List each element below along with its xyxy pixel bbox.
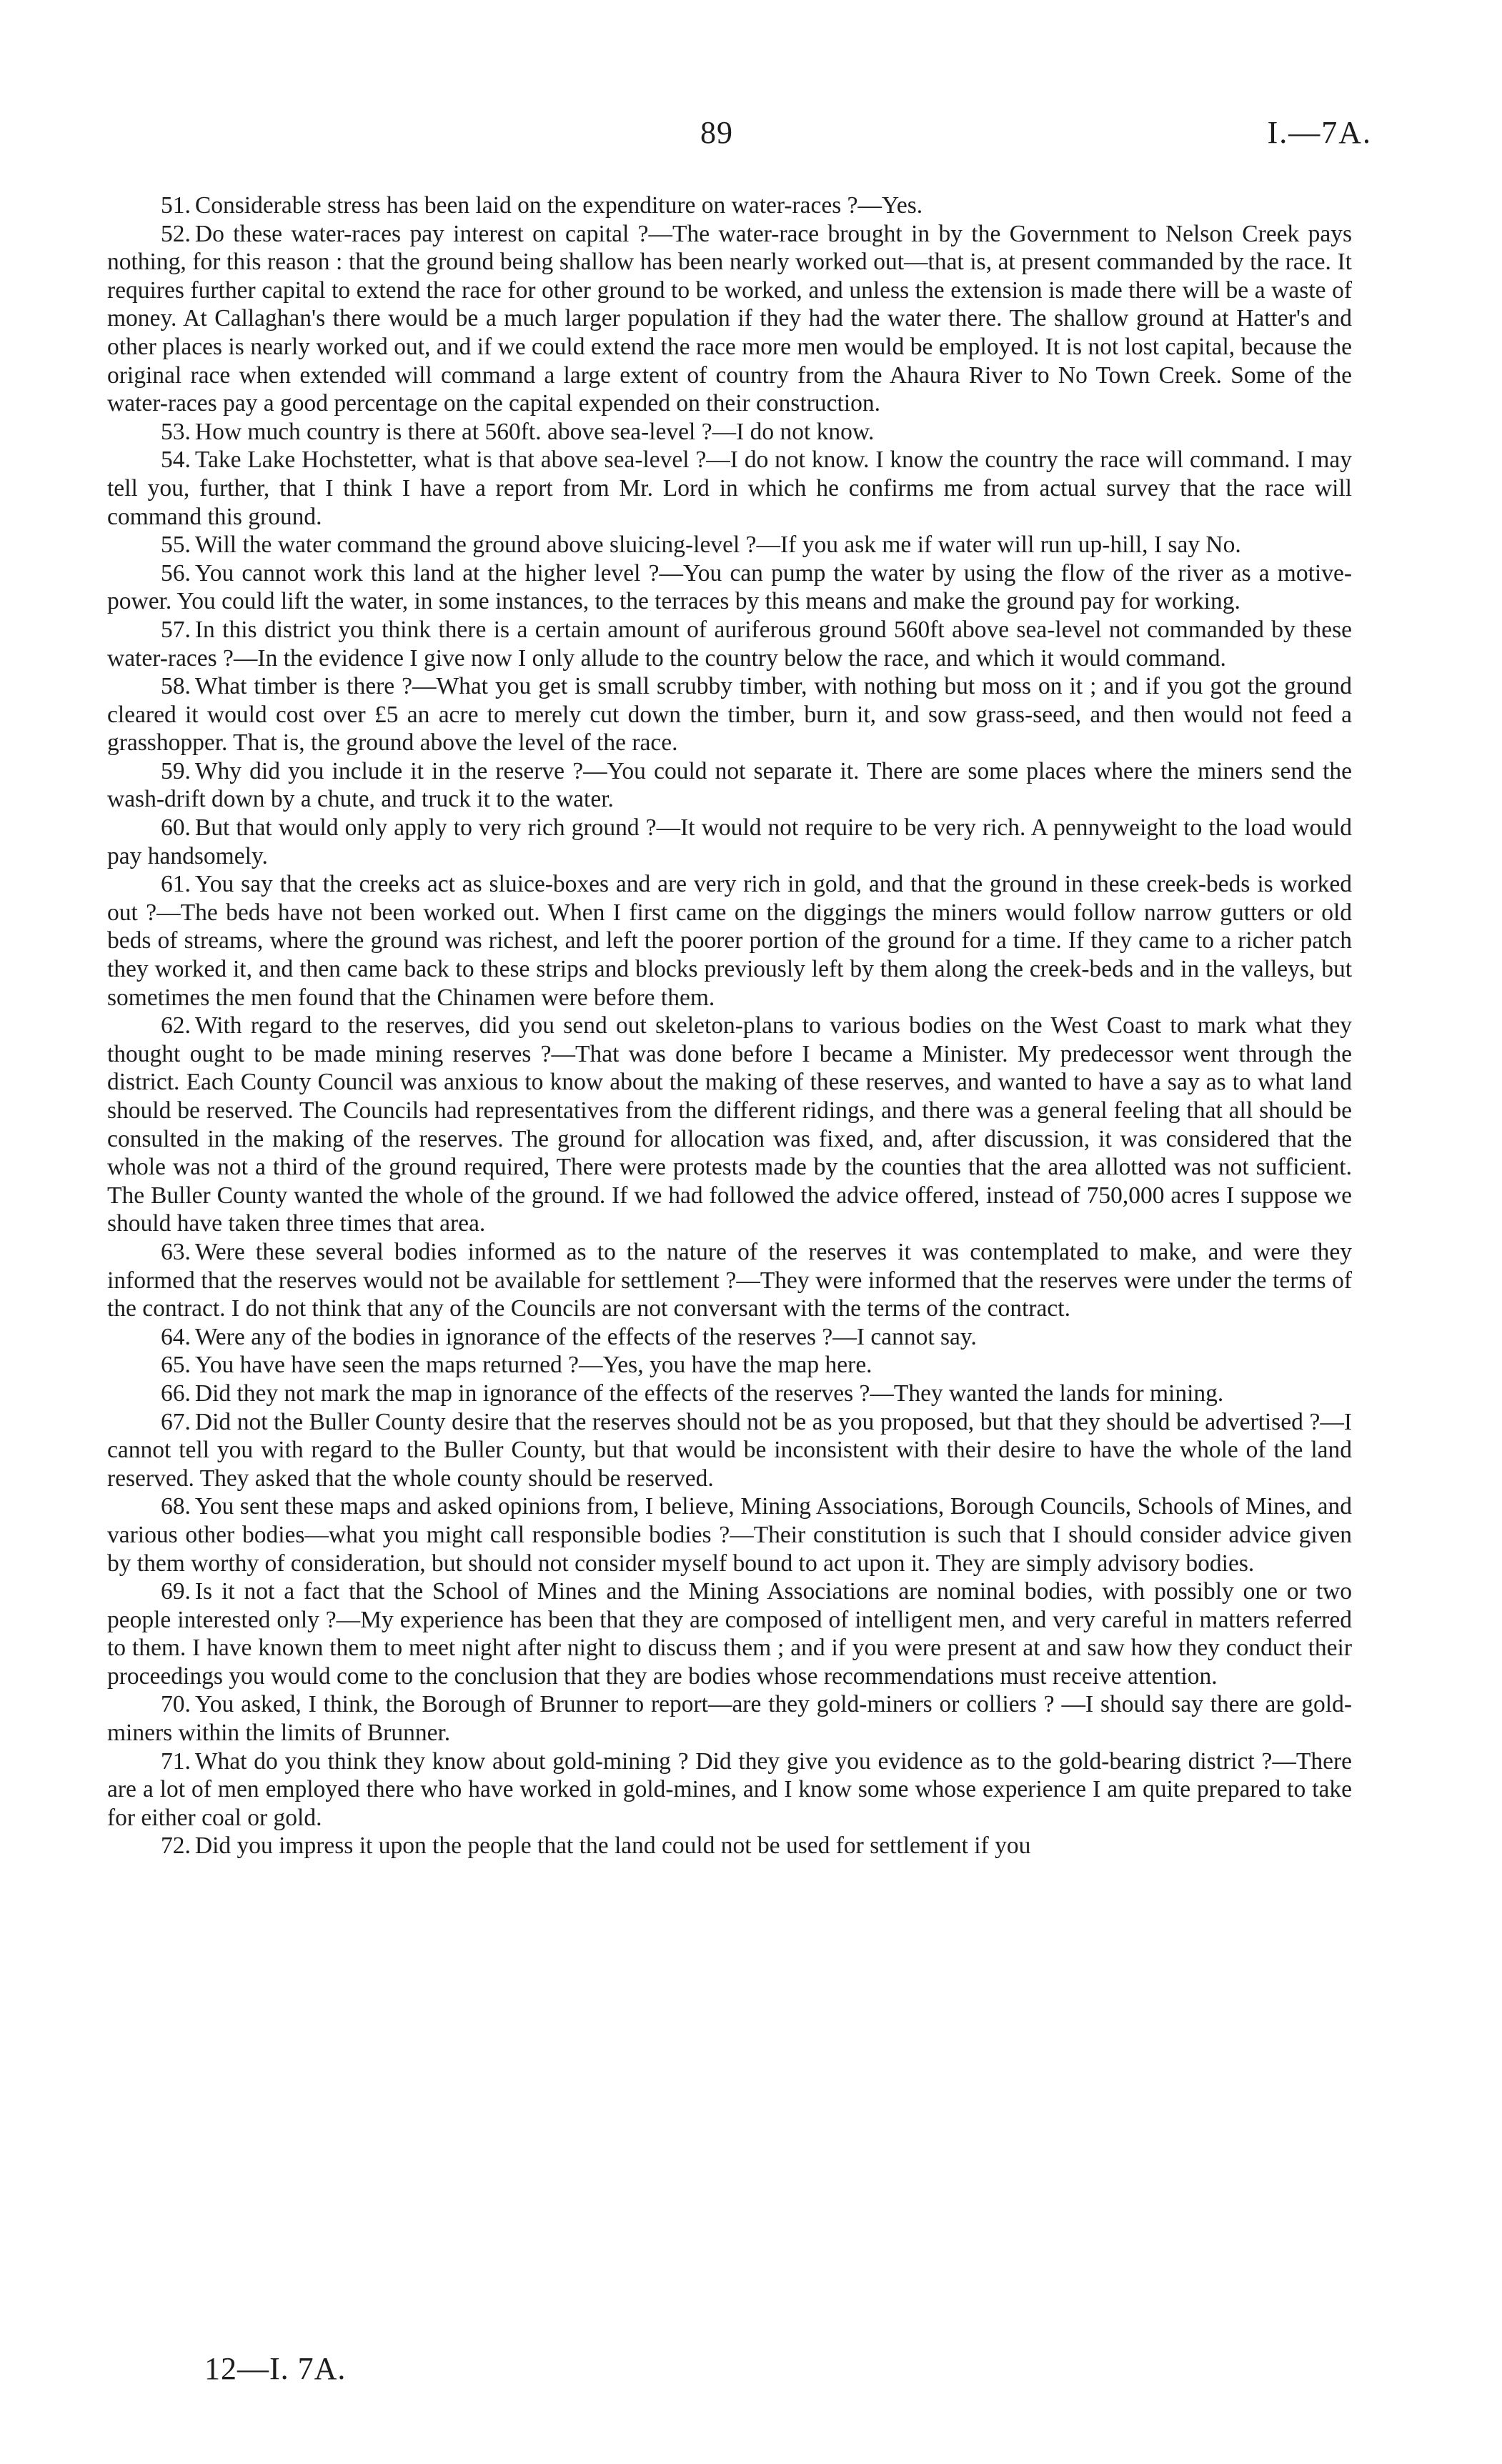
- question-paragraph: [107, 191, 1352, 220]
- page-number: 89: [700, 115, 733, 150]
- question-text: With regard to the reserves, did you send out skeleton-plans to various bodies on the West Coast to mark what they thought ought to be made mining reserves ?—That was done before I became a Minister. My predecessor went through the district. Each County Council was anxious to know about the making of these reserves, and wanted to have a say as to what land should be reserved. The Councils had representatives from the different ridings, and there was a general feeling that all should be consulted in the making of the reserves. The ground for allocation was fixed, and, after discussion, it was considered that the whole was not a third of the ground required, There were protests made by the counties that the area allotted was not sufficient. The Buller County wanted the whole of the ground. If we had followed the advice offered, instead of 750,000 acres I suppose we should have taken three times that area.: [107, 1012, 1352, 1237]
- question-text: What do you think they know about gold-mining ? Did they give you evidence as to the gold-bearing district ?—There are a lot of men employed there who have worked in gold-mines, and I know some whose experience I am quite prepared to take for either coal or gold.: [107, 1747, 1352, 1831]
- question-paragraph: [107, 814, 1352, 870]
- question-paragraph: [107, 531, 1352, 559]
- question-text: Will the water command the ground above sluicing-level ?—If you ask me if water will run up-hill, I say No.: [194, 532, 1241, 559]
- question-number: 58.: [161, 673, 191, 700]
- body-text: [107, 191, 1352, 1860]
- signature-mark: 12—I. 7A.: [204, 2351, 347, 2386]
- question-text: In this district you think there is a certain amount of auriferous ground 560ft above sea-level not commanded by these water-races ?—In the evidence I give now I only allude to the country below the race, and which it would command.: [107, 616, 1352, 672]
- question-number: 71.: [161, 1747, 191, 1775]
- question-number: 65.: [161, 1352, 191, 1379]
- question-paragraph: [107, 1238, 1352, 1323]
- page-header: [0, 114, 1502, 164]
- question-text: Did you impress it upon the people that the land could not be used for settlement if you: [194, 1832, 1031, 1860]
- question-paragraph: [107, 1323, 1352, 1352]
- question-text: Were these several bodies informed as to the nature of the reserves it was contemplated to make, and were they informed that the reserves would not be available for settlement ?—They were informed that the reserves were under the terms of the contract. I do not think that any of the Councils are not conversant with the terms of the contract.: [107, 1238, 1352, 1322]
- question-text: How much country is there at 560ft. above sea-level ?—I do not know.: [194, 418, 875, 445]
- question-number: 53.: [161, 418, 191, 445]
- question-number: 55.: [161, 532, 191, 559]
- question-paragraph: [107, 1408, 1352, 1493]
- question-number: 69.: [161, 1578, 191, 1605]
- question-text: But that would only apply to very rich ground ?—It would not require to be very rich. A pennyweight to the load would pay handsomely.: [107, 814, 1352, 869]
- question-text: Did not the Buller County desire that the reserves should not be as you proposed, but that they should be advertised ?—I cannot tell you with regard to the Buller County, but that would be inconsistent with their desire to have the whole of the land reserved. They asked that the whole county should be reserved.: [107, 1408, 1352, 1492]
- question-paragraph: [107, 1492, 1352, 1577]
- question-paragraph: [107, 446, 1352, 531]
- question-paragraph: [107, 1690, 1352, 1747]
- question-paragraph: [107, 1380, 1352, 1408]
- question-number: 72.: [161, 1832, 191, 1860]
- question-paragraph: [107, 1012, 1352, 1238]
- question-paragraph: [107, 1832, 1352, 1860]
- question-number: 68.: [161, 1493, 191, 1520]
- question-number: 62.: [161, 1012, 191, 1039]
- question-paragraph: [107, 1351, 1352, 1380]
- question-text: You say that the creeks act as sluice-boxes and are very rich in gold, and that the ground in these creek-beds is worked out ?—The beds have not been worked out. When I first came on the diggings the miners would follow narrow gutters or old beds of streams, where the ground was richest, and left the poorer portion of the ground for a time. If they came to a richer patch they worked it, and then came back to these strips and blocks previously left by them along the creek-beds and in the valleys, but sometimes the men found that the Chinamen were before them.: [107, 871, 1352, 1011]
- question-paragraph: [107, 616, 1352, 672]
- document-reference: I.—7A.: [1267, 115, 1372, 150]
- question-text: Why did you include it in the reserve ?—You could not separate it. There are some places where the miners send the wash-drift down by a chute, and truck it to the water.: [107, 757, 1352, 813]
- question-number: 51.: [161, 192, 191, 219]
- question-paragraph: [107, 870, 1352, 1012]
- question-text: Take Lake Hochstetter, what is that above sea-level ?—I do not know. I know the country the race will command. I may tell you, further, that I think I have a report from Mr. Lord in which he confirms me from actual survey that the race will command this ground.: [107, 447, 1352, 530]
- question-text: You sent these maps and asked opinions from, I believe, Mining Associations, Borough Councils, Schools of Mines, and various other bodies—what you might call responsible bodies ?—Their constitution is such that I should consider advice given by them worthy of consideration, but should not consider myself bound to act upon it. They are simply advisory bodies.: [107, 1493, 1352, 1577]
- question-number: 61.: [161, 871, 191, 898]
- question-paragraph: [107, 559, 1352, 616]
- question-number: 56.: [161, 559, 191, 587]
- question-number: 63.: [161, 1238, 191, 1265]
- question-number: 64.: [161, 1323, 191, 1350]
- question-paragraph: [107, 1577, 1352, 1690]
- question-number: 67.: [161, 1408, 191, 1435]
- question-text: You asked, I think, the Borough of Brunner to report—are they gold-miners or colliers ? —I should say there are gold-miners within the limits of Brunner.: [107, 1691, 1352, 1747]
- question-text: You cannot work this land at the higher level ?—You can pump the water by using the flow of the river as a motive-power. You could lift the water, in some instances, to the terraces by this means and make the ground pay for working.: [107, 559, 1352, 615]
- question-text: What timber is there ?—What you get is small scrubby timber, with nothing but moss on it ; and if you got the ground cleared it would cost over £5 an acre to merely cut down the timber, burn it, and sow grass-seed, and then would not feed a grasshopper. That is, the ground above the level of the race.: [107, 673, 1352, 757]
- question-number: 54.: [161, 447, 191, 474]
- question-text: Is it not a fact that the School of Mines and the Mining Associations are nominal bodies, with possibly one or two people interested only ?—My experience has been that they are composed of intelligent men, and very careful in matters referred to them. I have known them to meet night after night to discuss them ; and if you were present at and saw how they conduct their proceedings you would come to the conclusion that they are bodies whose recommendations must receive attention.: [107, 1578, 1352, 1690]
- question-number: 59.: [161, 757, 191, 784]
- question-text: Do these water-races pay interest on capital ?—The water-race brought in by the Government to Nelson Creek pays nothing, for this reason : that the ground being shallow has been nearly worked out—that is, at present commanded by the race. It requires further capital to extend the race for other ground to be worked, and unless the extension is made there will be a waste of money. At Callaghan's there would be a much larger population if they had the water there. The shallow ground at Hatter's and other places is nearly worked out, and if we could extend the race more men would be employed. It is not lost capital, because the original race when extended will command a large extent of country from the Ahaura River to No Town Creek. Some of the water-races pay a good percentage on the capital expended on their construction.: [107, 220, 1352, 417]
- question-paragraph: [107, 672, 1352, 757]
- question-number: 60.: [161, 814, 191, 842]
- question-paragraph: [107, 757, 1352, 814]
- question-number: 52.: [161, 220, 191, 247]
- question-number: 57.: [161, 616, 191, 643]
- question-text: Considerable stress has been laid on the expenditure on water-races ?—Yes.: [194, 192, 923, 219]
- question-number: 66.: [161, 1380, 191, 1407]
- question-paragraph: [107, 1747, 1352, 1832]
- question-text: Did they not mark the map in ignorance of the effects of the reserves ?—They wanted the lands for mining.: [194, 1380, 1224, 1407]
- question-paragraph: [107, 220, 1352, 418]
- question-text: You have have seen the maps returned ?—Yes, you have the map here.: [194, 1352, 872, 1379]
- question-paragraph: [107, 418, 1352, 447]
- question-number: 70.: [161, 1691, 191, 1718]
- question-text: Were any of the bodies in ignorance of the effects of the reserves ?—I cannot say.: [194, 1323, 977, 1350]
